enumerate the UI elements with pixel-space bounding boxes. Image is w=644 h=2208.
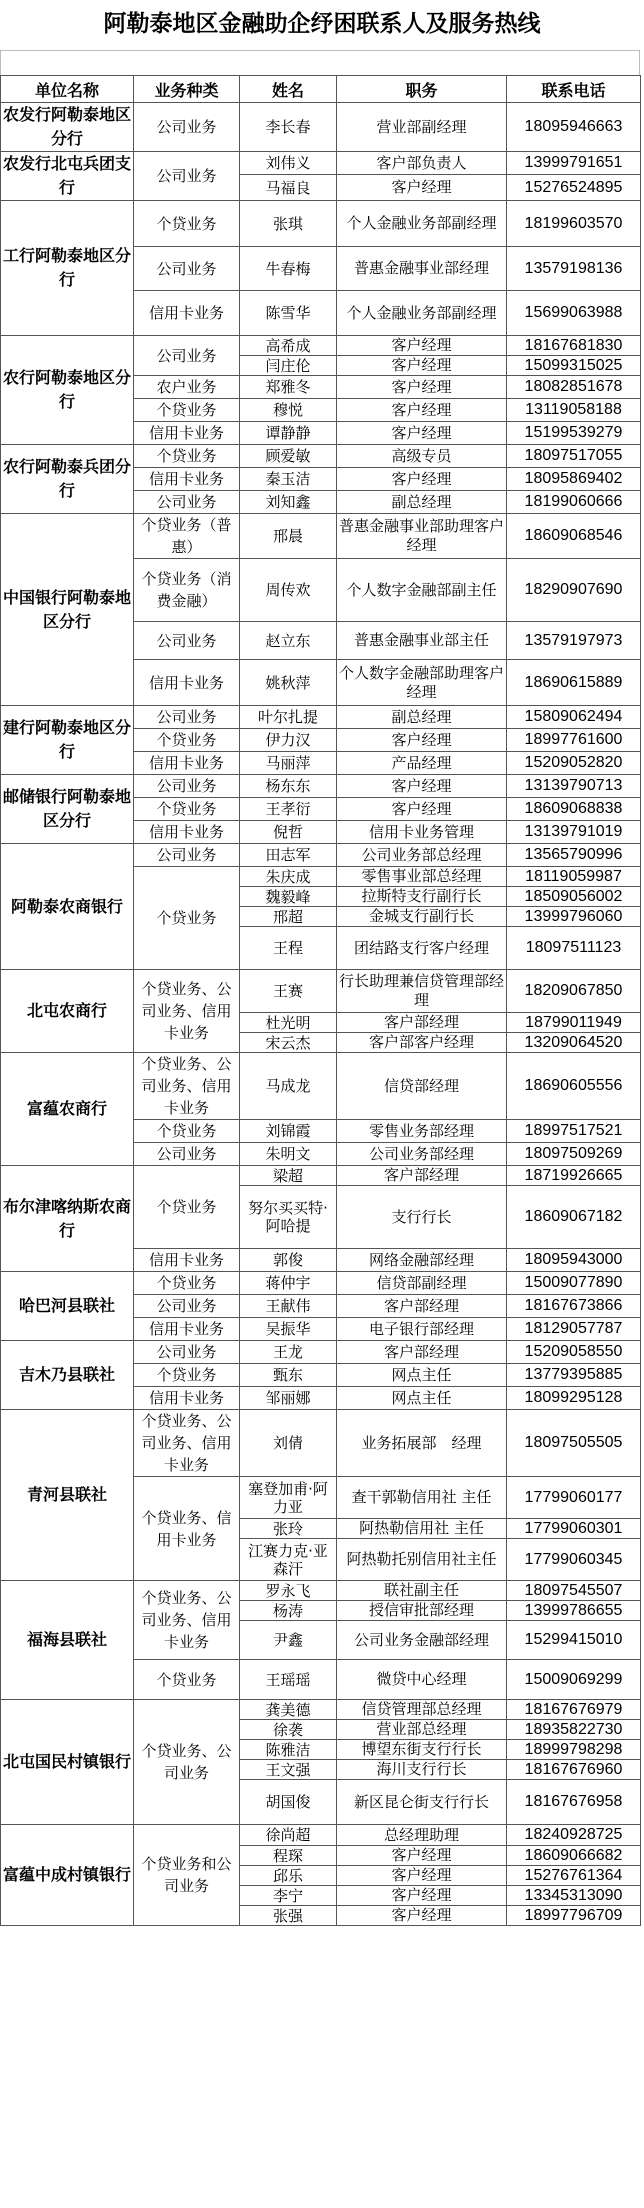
cell-business: 个贷业务 (134, 1120, 240, 1143)
cell-business: 个贷业务和公司业务 (134, 1825, 240, 1926)
cell-unit: 青河县联社 (1, 1410, 134, 1581)
cell-name: 吴振华 (240, 1318, 337, 1341)
cell-unit: 农行阿勒泰地区分行 (1, 336, 134, 445)
cell-phone: 18167681830 (507, 336, 641, 356)
cell-position: 客户部经理 (337, 1166, 507, 1186)
cell-unit: 农行阿勒泰兵团分行 (1, 445, 134, 514)
cell-position: 个人数字金融部副主任 (337, 559, 507, 622)
cell-name: 郭俊 (240, 1249, 337, 1272)
cell-name: 穆悦 (240, 399, 337, 422)
cell-business: 公司业务 (134, 1143, 240, 1166)
cell-business: 个贷业务 (134, 1272, 240, 1295)
cell-phone: 18509056002 (507, 887, 641, 907)
cell-business: 个贷业务 (134, 399, 240, 422)
cell-phone: 18167676960 (507, 1760, 641, 1780)
cell-name: 魏毅峰 (240, 887, 337, 907)
cell-business: 信用卡业务 (134, 1249, 240, 1272)
cell-name: 王程 (240, 927, 337, 970)
cell-name: 徐袭 (240, 1720, 337, 1740)
cell-name: 张琪 (240, 201, 337, 247)
cell-position: 查干郭勒信用社 主任 (337, 1477, 507, 1519)
cell-unit: 工行阿勒泰地区分行 (1, 201, 134, 336)
cell-business: 公司业务 (134, 622, 240, 660)
cell-unit: 布尔津喀纳斯农商行 (1, 1166, 134, 1272)
cell-phone: 15699063988 (507, 291, 641, 336)
cell-phone: 15099315025 (507, 356, 641, 376)
table-row (1, 1700, 641, 1720)
cell-business: 个贷业务、公司业务、信用卡业务 (134, 970, 240, 1053)
cell-position: 网点主任 (337, 1387, 507, 1410)
cell-phone: 13119058188 (507, 399, 641, 422)
table-row (1, 1825, 641, 1846)
cell-position: 客户经理 (337, 798, 507, 821)
cell-phone: 18097509269 (507, 1143, 641, 1166)
cell-position: 阿热勒托别信用社主任 (337, 1539, 507, 1581)
cell-phone: 15809062494 (507, 706, 641, 729)
cell-business: 信用卡业务 (134, 291, 240, 336)
cell-phone: 15209058550 (507, 1341, 641, 1364)
cell-name: 王瑶瑶 (240, 1660, 337, 1700)
cell-position: 网络金融部经理 (337, 1249, 507, 1272)
cell-name: 塞登加甫·阿力亚 (240, 1477, 337, 1519)
cell-business: 公司业务 (134, 844, 240, 867)
cell-business: 公司业务 (134, 1295, 240, 1318)
cell-phone: 15209052820 (507, 752, 641, 775)
cell-name: 徐尚超 (240, 1825, 337, 1846)
cell-name: 王赛 (240, 970, 337, 1013)
cell-business: 公司业务 (134, 103, 240, 152)
cell-phone: 18097517055 (507, 445, 641, 468)
table-header-row (1, 76, 641, 103)
cell-business: 个贷业务（消费金融） (134, 559, 240, 622)
cell-position: 营业部副经理 (337, 103, 507, 152)
cell-business: 个贷业务 (134, 445, 240, 468)
cell-unit: 富蕴中成村镇银行 (1, 1825, 134, 1926)
cell-position: 博望东街支行行长 (337, 1740, 507, 1760)
cell-phone: 18129057787 (507, 1318, 641, 1341)
cell-business: 个贷业务 (134, 867, 240, 970)
cell-name: 秦玉洁 (240, 468, 337, 491)
table-row (1, 514, 641, 559)
cell-phone: 18719926665 (507, 1166, 641, 1186)
cell-phone: 18095946663 (507, 103, 641, 152)
cell-position: 客户部负责人 (337, 152, 507, 175)
cell-position: 信贷部副经理 (337, 1272, 507, 1295)
cell-name: 张玲 (240, 1519, 337, 1539)
cell-name: 杨东东 (240, 775, 337, 798)
cell-name: 蒋仲宇 (240, 1272, 337, 1295)
cell-name: 刘倩 (240, 1410, 337, 1477)
cell-phone: 15199539279 (507, 422, 641, 445)
cell-position: 客户经理 (337, 1866, 507, 1886)
cell-position: 客户经理 (337, 356, 507, 376)
cell-business: 公司业务 (134, 706, 240, 729)
cell-business: 信用卡业务 (134, 1387, 240, 1410)
cell-name: 刘锦霞 (240, 1120, 337, 1143)
cell-phone: 18095943000 (507, 1249, 641, 1272)
cell-phone: 13345313090 (507, 1886, 641, 1906)
cell-name: 郑雅冬 (240, 376, 337, 399)
cell-phone: 15009069299 (507, 1660, 641, 1700)
cell-name: 张强 (240, 1906, 337, 1926)
cell-position: 信贷部经理 (337, 1053, 507, 1120)
cell-name: 王献伟 (240, 1295, 337, 1318)
cell-position: 微贷中心经理 (337, 1660, 507, 1700)
cell-phone: 18609067182 (507, 1186, 641, 1249)
cell-phone: 18799011949 (507, 1013, 641, 1033)
cell-phone: 17799060301 (507, 1519, 641, 1539)
cell-position: 个人数字金融部助理客户经理 (337, 660, 507, 706)
cell-position: 零售事业部总经理 (337, 867, 507, 887)
cell-position: 公司业务部总经理 (337, 844, 507, 867)
cell-phone: 18290907690 (507, 559, 641, 622)
cell-phone: 18095869402 (507, 468, 641, 491)
cell-business: 信用卡业务 (134, 821, 240, 844)
cell-position: 零售业务部经理 (337, 1120, 507, 1143)
cell-name: 甄东 (240, 1364, 337, 1387)
cell-position: 金城支行副行长 (337, 907, 507, 927)
cell-position: 营业部总经理 (337, 1720, 507, 1740)
blank-header-row (0, 50, 640, 75)
cell-name: 高希成 (240, 336, 337, 356)
cell-name: 龚美德 (240, 1700, 337, 1720)
cell-business: 个贷业务、信用卡业务 (134, 1477, 240, 1581)
cell-unit: 建行阿勒泰地区分行 (1, 706, 134, 775)
cell-name: 邱乐 (240, 1866, 337, 1886)
cell-name: 刘知鑫 (240, 491, 337, 514)
cell-phone: 18609068838 (507, 798, 641, 821)
cell-business: 个贷业务、公司业务、信用卡业务 (134, 1581, 240, 1660)
table-row (1, 445, 641, 468)
cell-position: 信贷管理部总经理 (337, 1700, 507, 1720)
page-title: 阿勒泰地区金融助企纾困联系人及服务热线 (103, 11, 541, 37)
cell-business: 公司业务 (134, 152, 240, 201)
header-position: 职务 (337, 76, 507, 103)
table-row (1, 103, 641, 152)
cell-name: 宋云杰 (240, 1033, 337, 1053)
cell-unit: 农发行北屯兵团支行 (1, 152, 134, 201)
cell-name: 陈雪华 (240, 291, 337, 336)
cell-name: 顾爱敏 (240, 445, 337, 468)
cell-business: 个贷业务 (134, 1364, 240, 1387)
cell-name: 李长春 (240, 103, 337, 152)
cell-phone: 18099295128 (507, 1387, 641, 1410)
cell-name: 江赛力克·亚森汗 (240, 1539, 337, 1581)
cell-position: 公司业务金融部经理 (337, 1621, 507, 1660)
header-phone: 联系电话 (507, 76, 641, 103)
cell-position: 普惠金融事业部助理客户经理 (337, 514, 507, 559)
cell-unit: 富蕴农商行 (1, 1053, 134, 1166)
cell-phone: 13139791019 (507, 821, 641, 844)
table-row (1, 201, 641, 247)
cell-name: 朱庆成 (240, 867, 337, 887)
cell-business: 个贷业务（普惠） (134, 514, 240, 559)
cell-unit: 邮储银行阿勒泰地区分行 (1, 775, 134, 844)
cell-phone: 18167673866 (507, 1295, 641, 1318)
cell-phone: 15299415010 (507, 1621, 641, 1660)
cell-phone: 18997517521 (507, 1120, 641, 1143)
cell-name: 叶尔扎提 (240, 706, 337, 729)
cell-unit: 北屯国民村镇银行 (1, 1700, 134, 1825)
table-row (1, 152, 641, 175)
cell-phone: 18167676979 (507, 1700, 641, 1720)
header-business: 业务种类 (134, 76, 240, 103)
cell-position: 客户经理 (337, 336, 507, 356)
cell-position: 支行行长 (337, 1186, 507, 1249)
cell-name: 王孝衍 (240, 798, 337, 821)
cell-position: 普惠金融事业部主任 (337, 622, 507, 660)
cell-position: 客户部经理 (337, 1341, 507, 1364)
cell-phone: 18097511123 (507, 927, 641, 970)
cell-position: 客户经理 (337, 376, 507, 399)
cell-position: 高级专员 (337, 445, 507, 468)
cell-position: 拉斯特支行副行长 (337, 887, 507, 907)
cell-name: 努尔买买特·阿哈提 (240, 1186, 337, 1249)
cell-phone: 18097545507 (507, 1581, 641, 1601)
table-row (1, 1166, 641, 1186)
cell-business: 信用卡业务 (134, 1318, 240, 1341)
cell-phone: 18935822730 (507, 1720, 641, 1740)
cell-phone: 13999786655 (507, 1601, 641, 1621)
cell-name: 倪哲 (240, 821, 337, 844)
table-row (1, 775, 641, 798)
contact-table (0, 75, 641, 1926)
cell-business: 农户业务 (134, 376, 240, 399)
cell-unit: 哈巴河县联社 (1, 1272, 134, 1341)
cell-name: 邢超 (240, 907, 337, 927)
table-row (1, 336, 641, 356)
cell-position: 总经理助理 (337, 1825, 507, 1846)
cell-business: 个贷业务、公司业务、信用卡业务 (134, 1053, 240, 1120)
cell-position: 客户经理 (337, 468, 507, 491)
cell-name: 马成龙 (240, 1053, 337, 1120)
cell-business: 公司业务 (134, 491, 240, 514)
cell-business: 公司业务 (134, 336, 240, 376)
cell-position: 客户经理 (337, 775, 507, 798)
cell-position: 客户经理 (337, 422, 507, 445)
cell-phone: 13999791651 (507, 152, 641, 175)
cell-phone: 18097505505 (507, 1410, 641, 1477)
cell-unit: 中国银行阿勒泰地区分行 (1, 514, 134, 706)
cell-name: 程琛 (240, 1846, 337, 1866)
cell-name: 马丽萍 (240, 752, 337, 775)
cell-business: 公司业务 (134, 247, 240, 291)
cell-position: 客户部经理 (337, 1013, 507, 1033)
cell-name: 梁超 (240, 1166, 337, 1186)
cell-name: 赵立东 (240, 622, 337, 660)
cell-business: 个贷业务、公司业务 (134, 1700, 240, 1825)
cell-name: 尹鑫 (240, 1621, 337, 1660)
cell-phone: 18999798298 (507, 1740, 641, 1760)
cell-phone: 18997761600 (507, 729, 641, 752)
table-row (1, 1053, 641, 1120)
cell-name: 牛春梅 (240, 247, 337, 291)
cell-position: 客户经理 (337, 729, 507, 752)
cell-business: 公司业务 (134, 775, 240, 798)
cell-position: 海川支行行长 (337, 1760, 507, 1780)
cell-business: 个贷业务 (134, 201, 240, 247)
table-row (1, 1581, 641, 1601)
cell-position: 客户经理 (337, 1906, 507, 1926)
cell-phone: 18119059987 (507, 867, 641, 887)
cell-name: 胡国俊 (240, 1780, 337, 1825)
table-body (1, 103, 641, 1926)
cell-unit: 福海县联社 (1, 1581, 134, 1700)
cell-name: 邹丽娜 (240, 1387, 337, 1410)
cell-phone: 13209064520 (507, 1033, 641, 1053)
cell-position: 客户部客户经理 (337, 1033, 507, 1053)
cell-name: 朱明文 (240, 1143, 337, 1166)
cell-name: 马福良 (240, 175, 337, 201)
cell-position: 个人金融业务部副经理 (337, 291, 507, 336)
cell-name: 刘伟义 (240, 152, 337, 175)
cell-phone: 15276761364 (507, 1866, 641, 1886)
cell-position: 电子银行部经理 (337, 1318, 507, 1341)
cell-name: 王龙 (240, 1341, 337, 1364)
cell-name: 陈雅洁 (240, 1740, 337, 1760)
cell-business: 个贷业务 (134, 729, 240, 752)
cell-phone: 13579197973 (507, 622, 641, 660)
table-row (1, 970, 641, 1013)
cell-business: 信用卡业务 (134, 468, 240, 491)
cell-phone: 15009077890 (507, 1272, 641, 1295)
cell-phone: 17799060345 (507, 1539, 641, 1581)
cell-name: 邢晨 (240, 514, 337, 559)
table-row (1, 1410, 641, 1477)
cell-position: 信用卡业务管理 (337, 821, 507, 844)
cell-unit: 吉木乃县联社 (1, 1341, 134, 1410)
cell-position: 客户部经理 (337, 1295, 507, 1318)
cell-position: 行长助理兼信贷管理部经理 (337, 970, 507, 1013)
cell-phone: 13565790996 (507, 844, 641, 867)
table-row (1, 844, 641, 867)
cell-phone: 18167676958 (507, 1780, 641, 1825)
cell-business: 信用卡业务 (134, 660, 240, 706)
cell-business: 公司业务 (134, 1341, 240, 1364)
header-unit: 单位名称 (1, 76, 134, 103)
cell-name: 王文强 (240, 1760, 337, 1780)
cell-position: 网点主任 (337, 1364, 507, 1387)
cell-business: 个贷业务 (134, 798, 240, 821)
cell-phone: 18082851678 (507, 376, 641, 399)
table-row (1, 1341, 641, 1364)
cell-position: 授信审批部经理 (337, 1601, 507, 1621)
cell-business: 信用卡业务 (134, 422, 240, 445)
cell-phone: 15276524895 (507, 175, 641, 201)
cell-business: 信用卡业务 (134, 752, 240, 775)
cell-unit: 农发行阿勒泰地区分行 (1, 103, 134, 152)
cell-position: 副总经理 (337, 491, 507, 514)
cell-phone: 18609066682 (507, 1846, 641, 1866)
cell-position: 客户经理 (337, 175, 507, 201)
cell-phone: 13779395885 (507, 1364, 641, 1387)
cell-phone: 18199060666 (507, 491, 641, 514)
cell-name: 闫庄伦 (240, 356, 337, 376)
cell-phone: 13139790713 (507, 775, 641, 798)
cell-name: 李宁 (240, 1886, 337, 1906)
cell-name: 杨涛 (240, 1601, 337, 1621)
cell-phone: 18997796709 (507, 1906, 641, 1926)
cell-position: 联社副主任 (337, 1581, 507, 1601)
cell-position: 新区昆仑街支行行长 (337, 1780, 507, 1825)
cell-name: 周传欢 (240, 559, 337, 622)
cell-position: 客户经理 (337, 1886, 507, 1906)
cell-name: 罗永飞 (240, 1581, 337, 1601)
cell-position: 客户经理 (337, 1846, 507, 1866)
cell-phone: 18240928725 (507, 1825, 641, 1846)
cell-phone: 18609068546 (507, 514, 641, 559)
cell-name: 谭静静 (240, 422, 337, 445)
cell-position: 客户经理 (337, 399, 507, 422)
cell-name: 田志军 (240, 844, 337, 867)
cell-unit: 阿勒泰农商银行 (1, 844, 134, 970)
cell-business: 个贷业务 (134, 1166, 240, 1249)
cell-position: 个人金融业务部副经理 (337, 201, 507, 247)
cell-name: 姚秋萍 (240, 660, 337, 706)
cell-position: 副总经理 (337, 706, 507, 729)
cell-name: 伊力汉 (240, 729, 337, 752)
cell-position: 产品经理 (337, 752, 507, 775)
cell-business: 个贷业务、公司业务、信用卡业务 (134, 1410, 240, 1477)
cell-position: 团结路支行客户经理 (337, 927, 507, 970)
cell-phone: 17799060177 (507, 1477, 641, 1519)
cell-position: 业务拓展部 经理 (337, 1410, 507, 1477)
cell-phone: 13579198136 (507, 247, 641, 291)
cell-business: 个贷业务 (134, 1660, 240, 1700)
cell-position: 公司业务部经理 (337, 1143, 507, 1166)
cell-phone: 18209067850 (507, 970, 641, 1013)
header-name: 姓名 (240, 76, 337, 103)
cell-phone: 13999796060 (507, 907, 641, 927)
cell-unit: 北屯农商行 (1, 970, 134, 1053)
cell-name: 杜光明 (240, 1013, 337, 1033)
cell-position: 普惠金融事业部经理 (337, 247, 507, 291)
table-row (1, 1272, 641, 1295)
cell-phone: 18690615889 (507, 660, 641, 706)
cell-phone: 18690605556 (507, 1053, 641, 1120)
cell-phone: 18199603570 (507, 201, 641, 247)
cell-position: 阿热勒信用社 主任 (337, 1519, 507, 1539)
table-row (1, 706, 641, 729)
